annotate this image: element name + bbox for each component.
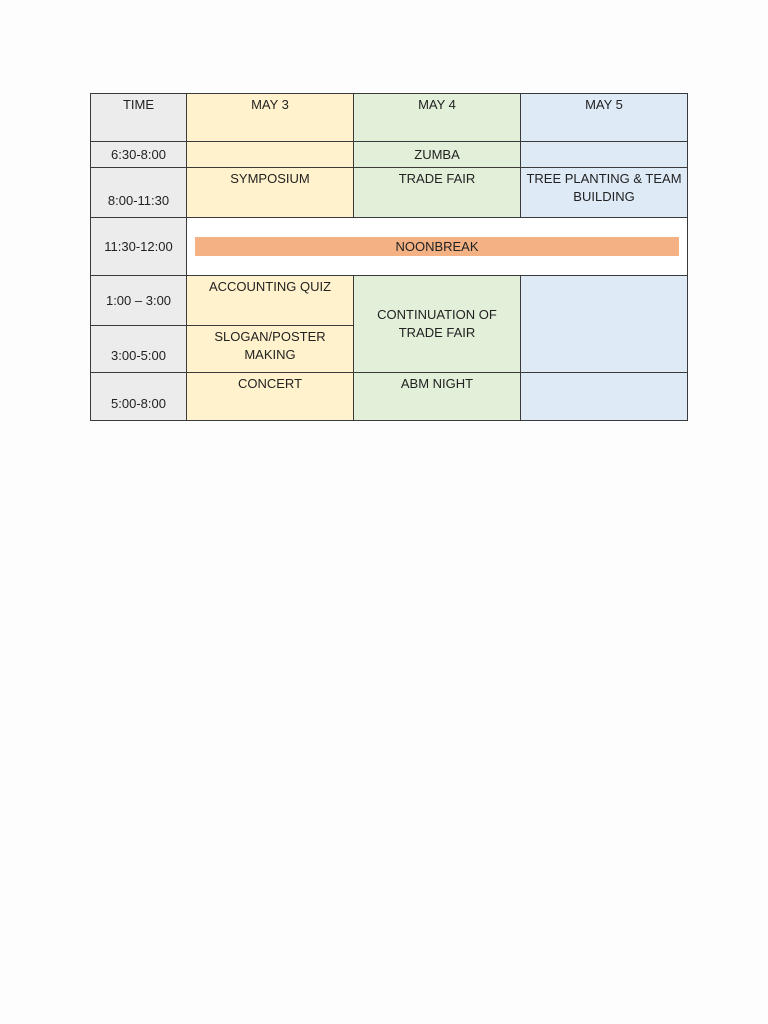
event-cell-may-4: ZUMBA (354, 142, 521, 168)
event-cell-may-5 (521, 373, 688, 421)
time-cell: 1:00 – 3:00 (91, 276, 187, 326)
event-cell-may-5 (521, 276, 688, 373)
event-cell-may-3: SYMPOSIUM (187, 168, 354, 218)
event-cell-may-4: CONTINUATION OF TRADE FAIR (354, 276, 521, 373)
event-cell-may-3: CONCERT (187, 373, 354, 421)
header-row (91, 94, 688, 142)
time-cell: 6:30-8:00 (91, 142, 187, 168)
event-cell-may-4: ABM NIGHT (354, 373, 521, 421)
table-row (91, 168, 688, 218)
event-cell-may-3: SLOGAN/POSTER MAKING (187, 326, 354, 373)
event-cell-may-3: ACCOUNTING QUIZ (187, 276, 354, 326)
header-time: TIME (91, 94, 187, 142)
table-row (91, 218, 688, 276)
time-cell: 5:00-8:00 (91, 373, 187, 421)
event-cell-may-3 (187, 142, 354, 168)
time-cell: 8:00-11:30 (91, 168, 187, 218)
event-cell-may-5: TREE PLANTING & TEAM BUILDING (521, 168, 688, 218)
table-row (91, 142, 688, 168)
header-may-3: MAY 3 (187, 94, 354, 142)
noonbreak-bar: NOONBREAK (195, 237, 679, 256)
header-may-5: MAY 5 (521, 94, 688, 142)
schedule-table (90, 93, 688, 421)
table-row (91, 373, 688, 421)
event-cell-may-4: TRADE FAIR (354, 168, 521, 218)
time-cell: 3:00-5:00 (91, 326, 187, 373)
table-row (91, 276, 688, 326)
event-cell-may-5 (521, 142, 688, 168)
header-may-4: MAY 4 (354, 94, 521, 142)
time-cell: 11:30-12:00 (91, 218, 187, 276)
noonbreak-cell (187, 218, 688, 276)
